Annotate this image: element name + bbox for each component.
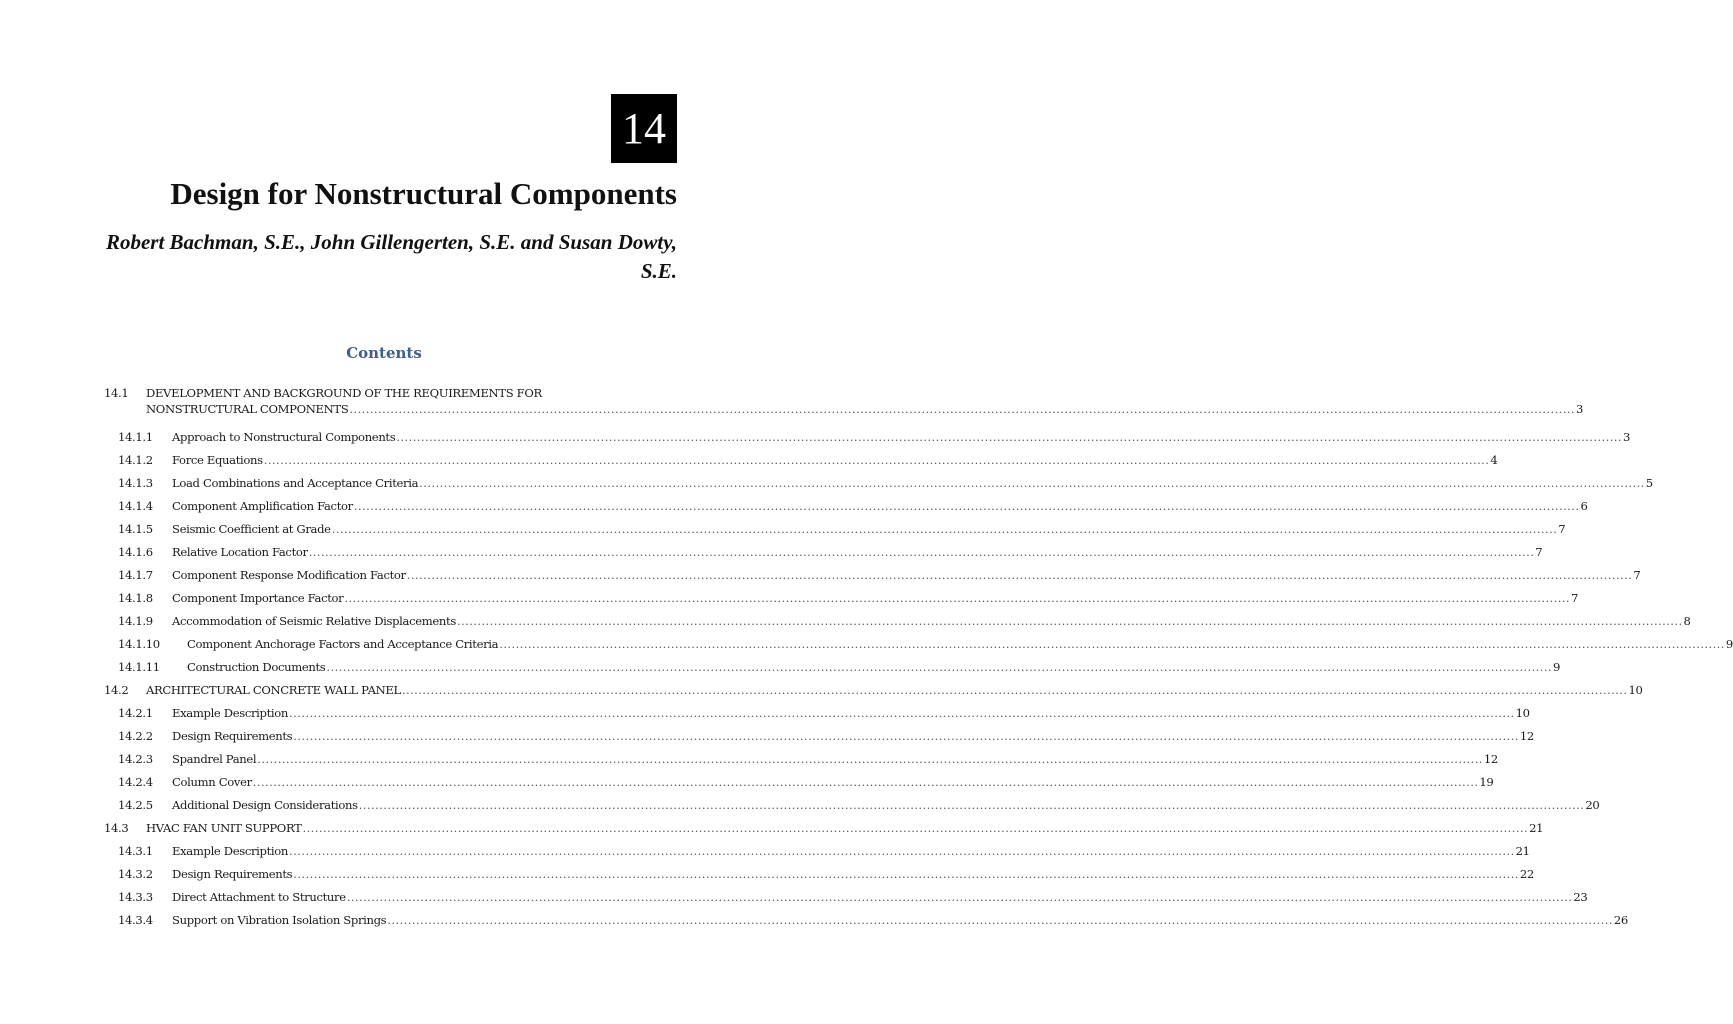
toc-entry-number: 14.1.1 <box>118 430 153 444</box>
toc-dot-leader: ............................................................................................................................................................................................................................................................................................................ <box>353 499 1580 513</box>
toc-entry[interactable] <box>104 887 1588 910</box>
toc-entry-title: Design Requirements <box>172 867 293 881</box>
toc-entry-number: 14.2.3 <box>118 752 153 766</box>
table-of-contents <box>104 383 1733 933</box>
toc-entry-title: Component Amplification Factor <box>172 499 353 513</box>
toc-entry[interactable] <box>104 634 1733 657</box>
toc-entry-page: 23 <box>1573 890 1588 904</box>
toc-entry-number: 14.1.6 <box>118 545 153 559</box>
toc-entry-line <box>172 844 1530 860</box>
toc-entry-page: 10 <box>1628 683 1643 697</box>
toc-entry-page: 7 <box>1558 522 1566 536</box>
toc-entry-page: 19 <box>1479 775 1494 789</box>
toc-entry-line <box>172 430 1630 446</box>
toc-entry[interactable] <box>104 772 1494 795</box>
toc-entry-title: Spandrel Panel <box>172 752 257 766</box>
toc-entry-line <box>172 476 1653 492</box>
toc-dot-leader: ............................................................................................................................................................................................................................................................................................................ <box>401 683 1628 697</box>
toc-dot-leader: ............................................................................................................................................................................................................................................................................................................ <box>257 752 1483 766</box>
toc-entry-line <box>172 798 1600 814</box>
toc-entry-number: 14.1.9 <box>118 614 153 628</box>
toc-entry-number: 14.1.11 <box>118 660 160 674</box>
toc-entry[interactable] <box>104 588 1578 611</box>
toc-entry-title: Component Importance Factor <box>172 591 344 605</box>
toc-dot-leader: ............................................................................................................................................................................................................................................................................................................ <box>331 522 1558 536</box>
toc-dot-leader: ............................................................................................................................................................................................................................................................................................................ <box>293 867 1519 881</box>
toc-entry-number: 14.2.1 <box>118 706 153 720</box>
toc-entry-line <box>146 683 1643 699</box>
toc-entry-title: Additional Design Considerations <box>172 798 358 812</box>
toc-entry-number: 14.2.2 <box>118 729 153 743</box>
toc-entry-number: 14.3.1 <box>118 844 153 858</box>
toc-entry[interactable] <box>104 657 1561 680</box>
toc-entry-line <box>172 614 1691 630</box>
toc-entry-page: 21 <box>1529 821 1544 835</box>
toc-entry-line <box>172 890 1588 906</box>
chapter-number: 14 <box>622 104 666 153</box>
toc-entry-title: Example Description <box>172 844 289 858</box>
chapter-title: Design for Nonstructural Components <box>170 176 677 211</box>
toc-entry-title: Seismic Coefficient at Grade <box>172 522 331 536</box>
toc-entry[interactable] <box>104 565 1641 588</box>
toc-entry-number: 14.1 <box>104 386 129 400</box>
toc-entry-page: 7 <box>1570 591 1578 605</box>
toc-dot-leader: ............................................................................................................................................................................................................................................................................................................ <box>456 614 1683 628</box>
toc-entry-number: 14.1.8 <box>118 591 153 605</box>
chapter-authors: Robert Bachman, S.E., John Gillengerten, S.E. and Susan Dowty, S.E. <box>105 230 677 283</box>
toc-dot-leader: ............................................................................................................................................................................................................................................................................................................ <box>308 545 1535 559</box>
toc-dot-leader: ............................................................................................................................................................................................................................................................................................................ <box>263 453 1490 467</box>
toc-entry-title-line1: DEVELOPMENT AND BACKGROUND OF THE REQUIREMENTS FOR <box>146 386 542 400</box>
toc-entry-line <box>172 913 1628 929</box>
toc-entry-line <box>172 729 1534 745</box>
toc-entry-page: 20 <box>1585 798 1600 812</box>
toc-entry-title: Column Cover <box>172 775 252 789</box>
toc-entry-title: Relative Location Factor <box>172 545 308 559</box>
toc-dot-leader: ............................................................................................................................................................................................................................................................................................................ <box>419 476 1645 490</box>
toc-entry-title: NONSTRUCTURAL COMPONENTS <box>146 402 349 416</box>
toc-entry-number: 14.1.4 <box>118 499 153 513</box>
toc-entry-number: 14.1.7 <box>118 568 153 582</box>
toc-entry-line <box>187 660 1561 676</box>
toc-entry[interactable] <box>104 611 1691 634</box>
toc-dot-leader: ............................................................................................................................................................................................................................................................................................................ <box>346 890 1573 904</box>
toc-dot-leader: ............................................................................................................................................................................................................................................................................................................ <box>349 402 1576 416</box>
toc-entry-number: 14.3 <box>104 821 129 835</box>
chapter-number-box <box>611 94 677 163</box>
toc-dot-leader: ............................................................................................................................................................................................................................................................................................................ <box>406 568 1633 582</box>
toc-entry[interactable] <box>104 542 1543 565</box>
toc-entry-title: Design Requirements <box>172 729 293 743</box>
toc-entry[interactable] <box>104 383 1584 427</box>
toc-dot-leader: ............................................................................................................................................................................................................................................................................................................ <box>344 591 1570 605</box>
toc-entry-title: Accommodation of Seismic Relative Displacements <box>172 614 456 628</box>
toc-entry-title: HVAC FAN UNIT SUPPORT <box>146 821 302 835</box>
toc-dot-leader: ............................................................................................................................................................................................................................................................................................................ <box>358 798 1585 812</box>
toc-entry-title: ARCHITECTURAL CONCRETE WALL PANEL <box>146 683 401 697</box>
toc-entry[interactable] <box>104 818 1544 841</box>
toc-dot-leader: ............................................................................................................................................................................................................................................................................................................ <box>387 913 1613 927</box>
toc-entry-page: 5 <box>1645 476 1653 490</box>
toc-dot-leader: ............................................................................................................................................................................................................................................................................................................ <box>499 637 1725 651</box>
toc-entry-page: 21 <box>1515 844 1530 858</box>
toc-entry-line <box>172 591 1578 607</box>
toc-entry-page: 26 <box>1613 913 1628 927</box>
toc-entry-number: 14.1.2 <box>118 453 153 467</box>
toc-dot-leader: ............................................................................................................................................................................................................................................................................................................ <box>252 775 1479 789</box>
toc-entry-number: 14.1.5 <box>118 522 153 536</box>
contents-heading: Contents <box>346 344 422 362</box>
toc-entry-line <box>172 453 1498 469</box>
toc-entry-line <box>172 706 1530 722</box>
toc-entry-page: 7 <box>1633 568 1641 582</box>
toc-entry-line <box>146 402 1584 418</box>
toc-entry-title: Construction Documents <box>187 660 326 674</box>
toc-entry[interactable] <box>104 726 1534 749</box>
toc-entry-line <box>172 867 1534 883</box>
toc-entry[interactable] <box>104 450 1498 473</box>
toc-entry-line <box>172 499 1588 515</box>
toc-entry-page: 4 <box>1490 453 1498 467</box>
toc-entry-page: 12 <box>1483 752 1498 766</box>
toc-entry-number: 14.3.2 <box>118 867 153 881</box>
toc-entry-title: Support on Vibration Isolation Springs <box>172 913 387 927</box>
toc-entry-title: Component Response Modification Factor <box>172 568 406 582</box>
toc-entry[interactable] <box>104 473 1653 496</box>
toc-entry-number: 14.3.4 <box>118 913 153 927</box>
toc-entry-title: Approach to Nonstructural Components <box>172 430 396 444</box>
toc-dot-leader: ............................................................................................................................................................................................................................................................................................................ <box>326 660 1552 674</box>
toc-entry[interactable] <box>104 864 1534 887</box>
toc-entry-line <box>172 568 1641 584</box>
toc-entry-page: 10 <box>1515 706 1530 720</box>
toc-dot-leader: ............................................................................................................................................................................................................................................................................................................ <box>289 706 1515 720</box>
toc-dot-leader: ............................................................................................................................................................................................................................................................................................................ <box>396 430 1622 444</box>
toc-entry-title: Force Equations <box>172 453 263 467</box>
toc-entry[interactable] <box>104 496 1588 519</box>
toc-entry[interactable] <box>104 841 1530 864</box>
toc-entry-number: 14.3.3 <box>118 890 153 904</box>
toc-entry-page: 9 <box>1553 660 1561 674</box>
toc-entry-page: 3 <box>1576 402 1584 416</box>
toc-entry-line <box>146 821 1544 837</box>
toc-entry[interactable] <box>104 795 1600 818</box>
toc-entry[interactable] <box>104 427 1630 450</box>
toc-entry-page: 22 <box>1519 867 1534 881</box>
toc-entry-line <box>172 522 1566 538</box>
toc-entry-title: Component Anchorage Factors and Acceptance Criteria <box>187 637 499 651</box>
toc-entry[interactable] <box>104 749 1498 772</box>
toc-entry-line <box>172 775 1494 791</box>
toc-dot-leader: ............................................................................................................................................................................................................................................................................................................ <box>289 844 1515 858</box>
toc-entry-page: 9 <box>1725 637 1733 651</box>
toc-entry-title: Direct Attachment to Structure <box>172 890 346 904</box>
toc-entry[interactable] <box>104 680 1643 703</box>
toc-entry-number: 14.1.10 <box>118 637 160 651</box>
toc-dot-leader: ............................................................................................................................................................................................................................................................................................................ <box>302 821 1529 835</box>
toc-entry-number: 14.2.4 <box>118 775 153 789</box>
toc-dot-leader: ............................................................................................................................................................................................................................................................................................................ <box>293 729 1519 743</box>
toc-entry[interactable] <box>104 519 1566 542</box>
toc-entry-title: Load Combinations and Acceptance Criteria <box>172 476 419 490</box>
toc-entry-number: 14.2.5 <box>118 798 153 812</box>
toc-entry-title: Example Description <box>172 706 289 720</box>
toc-entry-page: 6 <box>1580 499 1588 513</box>
toc-entry-number: 14.2 <box>104 683 129 697</box>
toc-entry-page: 3 <box>1622 430 1630 444</box>
toc-entry[interactable] <box>104 910 1628 933</box>
toc-entry[interactable] <box>104 703 1530 726</box>
toc-entry-number: 14.1.3 <box>118 476 153 490</box>
toc-entry-line <box>172 752 1498 768</box>
toc-entry-line <box>187 637 1733 653</box>
toc-entry-page: 12 <box>1519 729 1534 743</box>
toc-entry-page: 8 <box>1683 614 1691 628</box>
toc-entry-page: 7 <box>1535 545 1543 559</box>
toc-entry-line <box>172 545 1543 561</box>
